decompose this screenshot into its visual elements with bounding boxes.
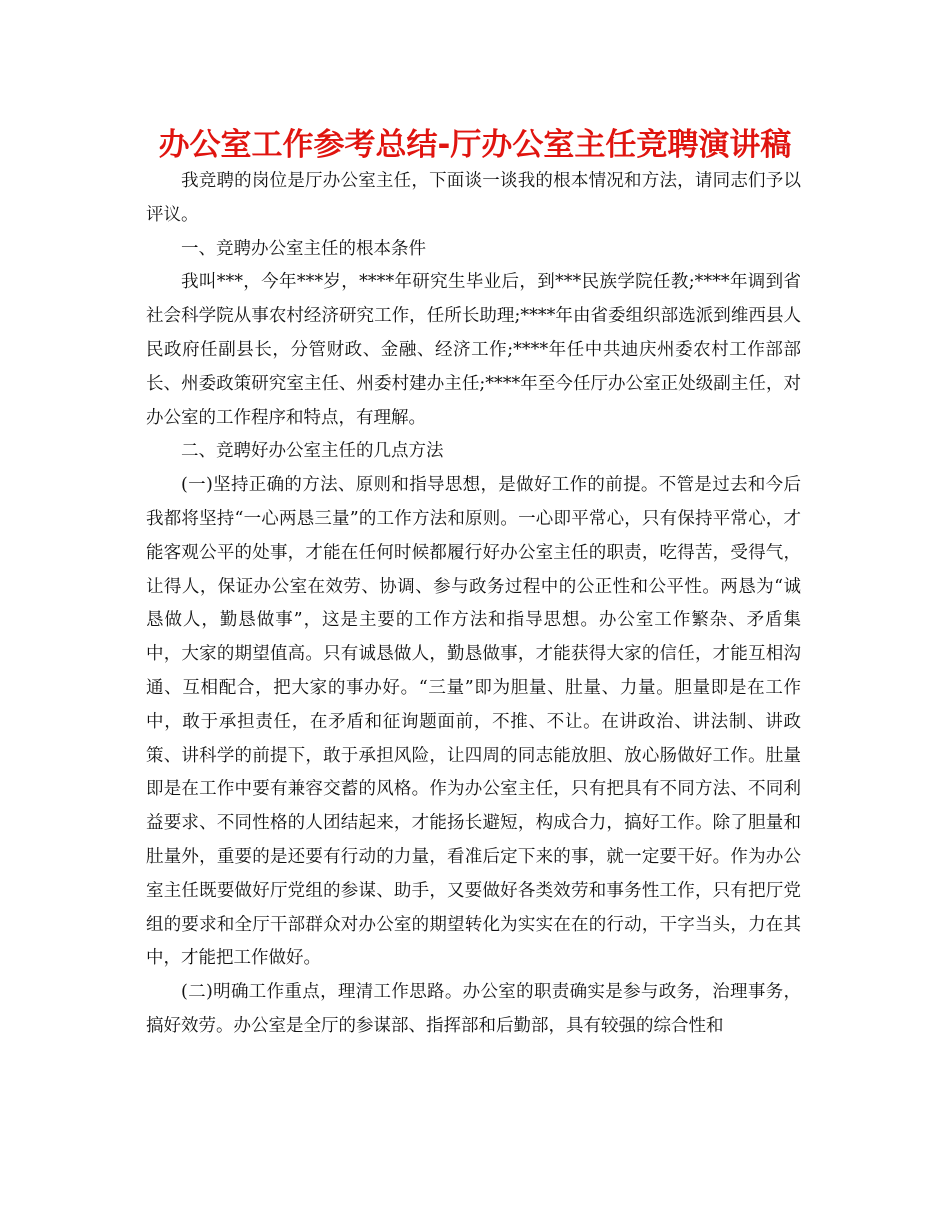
paragraph-intro: 我竞聘的岗位是厅办公室主任，下面谈一谈我的根本情况和方法，请同志们予以评议。 [146, 171, 801, 225]
section-heading-2: 二、竞聘好办公室主任的几点方法 [181, 441, 444, 462]
document-title: 办公室工作参考总结-厅办公室主任竞聘演讲稿 [158, 127, 792, 163]
section-heading-1: 一、竞聘办公室主任的根本条件 [181, 238, 426, 259]
paragraph-background: 我叫***，今年***岁，****年研究生毕业后，到***民族学院任教;****年调到省社会科学院从事农村经济研究工作，任所长助理;****年由省委组织部选派到维西县人民政府任副县长，分管财政、金融、经济工作;****年任中共迪庆州委农村工作部部长、州委政策研究室主任、州委村建办主任;****年至今任厅办公室正处级副主任，对办公室的工作程序和特点，有理解。 [146, 272, 801, 428]
document-body [146, 165, 801, 1044]
paragraph-point-2: (二)明确工作重点，理清工作思路。办公室的职责确实是参与政务，治理事务，搞好效劳。办公室是全厅的参谋部、指挥部和后勤部，具有较强的综合性和 [146, 982, 801, 1036]
paragraph-point-1: (一)坚持正确的方法、原则和指导思想，是做好工作的前提。不管是过去和今后我都将坚持“一心两恳三量”的工作方法和原则。一心即平常心，只有保持平常心，才能客观公平的处事，才能在任何时候都履行好办公室主任的职责，吃得苦，受得气，让得人，保证办公室在效劳、协调、参与政务过程中的公正性和公平性。两恳为“诚恳做人，勤恳做事”，这是主要的工作方法和指导思想。办公室工作繁杂、矛盾集中，大家的期望值高。只有诚恳做人，勤恳做事，才能获得大家的信任，才能互相沟通、互相配合，把大家的事办好。“三量”即为胆量、肚量、力量。胆量即是在工作中，敢于承担责任，在矛盾和征询题面前，不推、不让。在讲政治、讲法制、讲政策、讲科学的前提下，敢于承担风险，让四周的同志能放胆、放心肠做好工作。肚量即是在工作中要有兼容交蓄的风格。作为办公室主任，只有把具有不同方法、不同利益要求、不同性格的人团结起来，才能扬长避短，构成合力，搞好工作。除了胆量和肚量外，重要的是还要有行动的力量，看准后定下来的事，就一定要干好。作为办公室主任既要做好厅党组的参谋、助手，又要做好各类效劳和事务性工作，只有把厅党组的要求和全厅干部群众对办公室的期望转化为实实在在的行动，干字当头，力在其中，才能把工作做好。 [146, 475, 801, 969]
